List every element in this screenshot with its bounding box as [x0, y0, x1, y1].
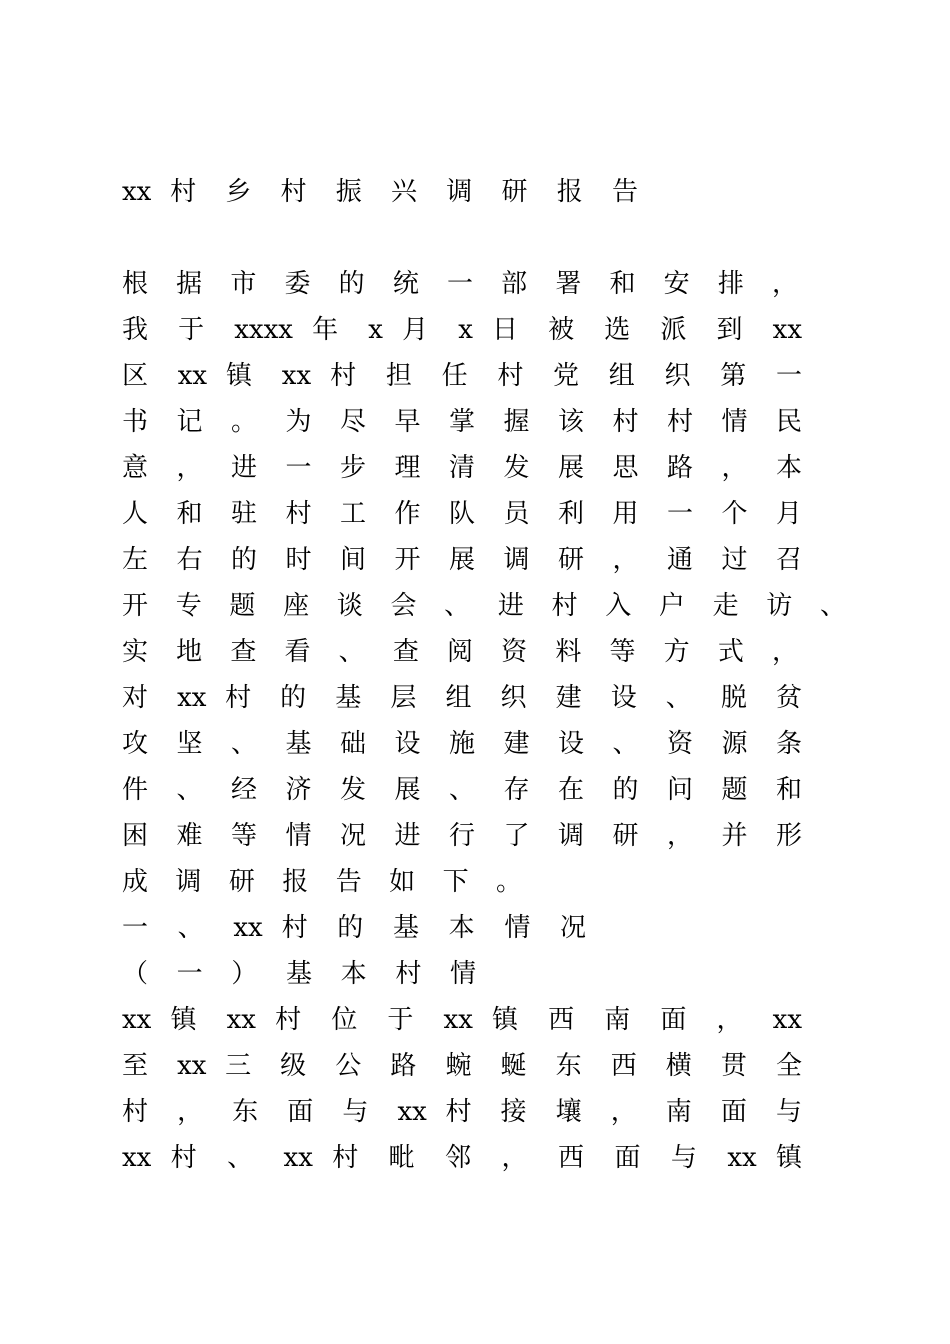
section-heading: 一 、 xx 村 的 基 本 情 况 [122, 913, 586, 943]
body-line: 开 专 题 座 谈 会 、 进 村 入 户 走 访 、 [122, 591, 846, 621]
body-line: 村 ， 东 面 与 xx 村 接 壤 ， 南 面 与 [122, 1097, 802, 1127]
body-line: 对 xx 村 的 基 层 组 织 建 设 、 脱 贫 [122, 683, 802, 713]
body-line: 成 调 研 报 告 如 下 。 [122, 867, 522, 897]
body-line: 件 、 经 济 发 展 、 存 在 的 问 题 和 [122, 775, 802, 805]
body-line: 意 ， 进 一 步 理 清 发 展 思 路 ， 本 [122, 453, 802, 483]
body-line: 困 难 等 情 况 进 行 了 调 研 ， 并 形 [122, 821, 802, 851]
body-line: xx 村 、 xx 村 毗 邻 ， 西 面 与 xx 镇 [122, 1143, 802, 1173]
body-line: xx 镇 xx 村 位 于 xx 镇 西 南 面 ， xx [122, 1005, 802, 1035]
body-line: 人 和 驻 村 工 作 队 员 利 用 一 个 月 [122, 499, 802, 529]
body-line: 攻 坚 、 基 础 设 施 建 设 、 资 源 条 [122, 729, 802, 759]
body-line: 区 xx 镇 xx 村 担 任 村 党 组 织 第 一 [122, 361, 802, 391]
body-line: 实 地 查 看 、 查 阅 资 料 等 方 式 ， [122, 637, 798, 667]
body-line: 书 记 。 为 尽 早 掌 握 该 村 村 情 民 [122, 407, 802, 437]
document-title: xx 村 乡 村 振 兴 调 研 报 告 [122, 177, 638, 207]
body-line: 至 xx 三 级 公 路 蜿 蜒 东 西 横 贯 全 [122, 1051, 802, 1081]
body-line: 我 于 xxxx 年 x 月 x 日 被 选 派 到 xx [122, 315, 802, 345]
body-line: 根 据 市 委 的 统 一 部 署 和 安 排 ， [122, 269, 798, 299]
body-line: 左 右 的 时 间 开 展 调 研 ， 通 过 召 [122, 545, 802, 575]
subsection-heading: （ 一 ） 基 本 村 情 [122, 959, 476, 989]
